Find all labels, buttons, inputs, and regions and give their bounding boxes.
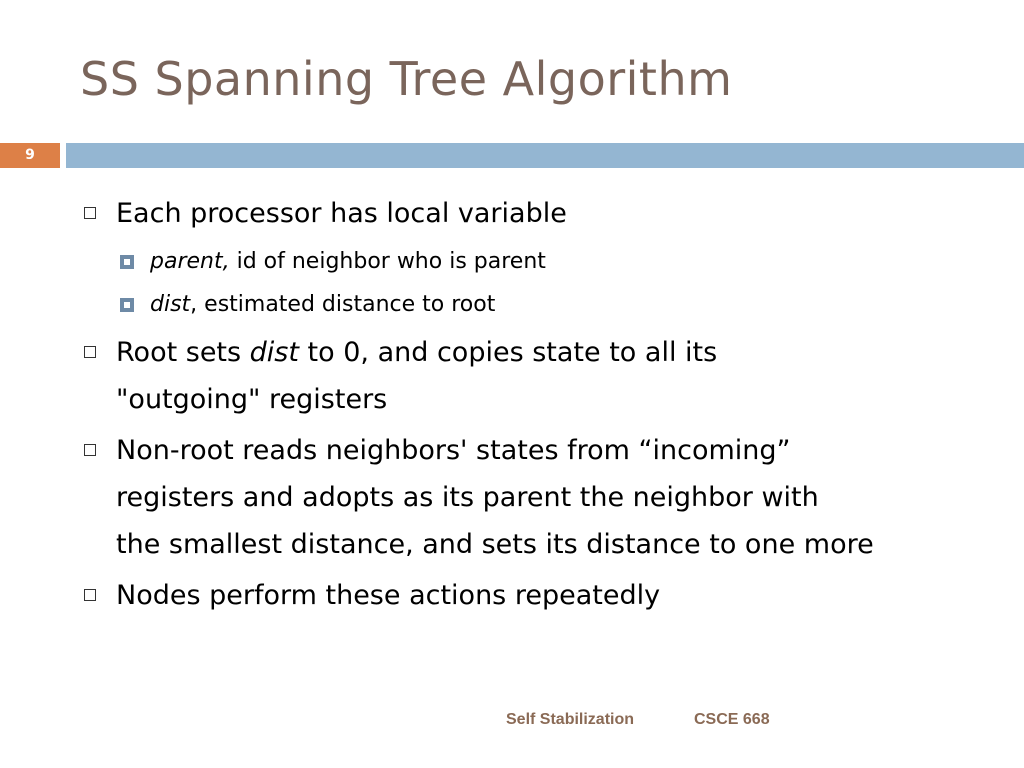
sub-bullet-parent (116, 243, 1010, 280)
sub-bullet-text: , estimated distance to root (190, 292, 496, 317)
sub-bullet-text: id of neighbor who is parent (229, 249, 546, 274)
bullet-text: Each processor has local variable (116, 198, 567, 229)
bullet-text: registers and adopts as its parent the neighbor with (116, 482, 819, 513)
bullet-text: "outgoing" registers (116, 384, 388, 415)
hollow-square-bullet-icon (84, 207, 96, 219)
bullet-text: the smallest distance, and sets its distance to one more (116, 529, 874, 560)
slide-content (80, 190, 1010, 623)
footer-course: CSCE 668 (694, 711, 770, 728)
bullet-text: Root sets (116, 337, 250, 368)
filled-square-bullet-icon (120, 255, 134, 269)
hollow-square-bullet-icon (84, 589, 96, 601)
bullet-local-variable (80, 190, 1010, 237)
bullet-text: to 0, and copies state to all its (298, 337, 718, 368)
slide-title: SS Spanning Tree Algorithm (80, 52, 733, 106)
bullet-root-sets-dist (80, 329, 1010, 423)
hollow-square-bullet-icon (84, 444, 96, 456)
bullet-nodes-repeat (80, 572, 1010, 619)
sub-bullet-dist (116, 286, 1010, 323)
hollow-square-bullet-icon (84, 346, 96, 358)
bullet-non-root-reads (80, 427, 1010, 568)
slide-number-badge: 9 (0, 143, 60, 168)
term-dist: dist (249, 337, 299, 368)
filled-square-bullet-icon (120, 298, 134, 312)
bullet-text: Nodes perform these actions repeatedly (116, 580, 661, 611)
bullet-text: Non-root reads neighbors' states from “incoming” (116, 435, 791, 466)
term-parent: parent, (150, 249, 230, 274)
footer-topic: Self Stabilization (506, 711, 635, 728)
header-accent-bar (66, 143, 1024, 168)
term-dist: dist (150, 292, 191, 317)
